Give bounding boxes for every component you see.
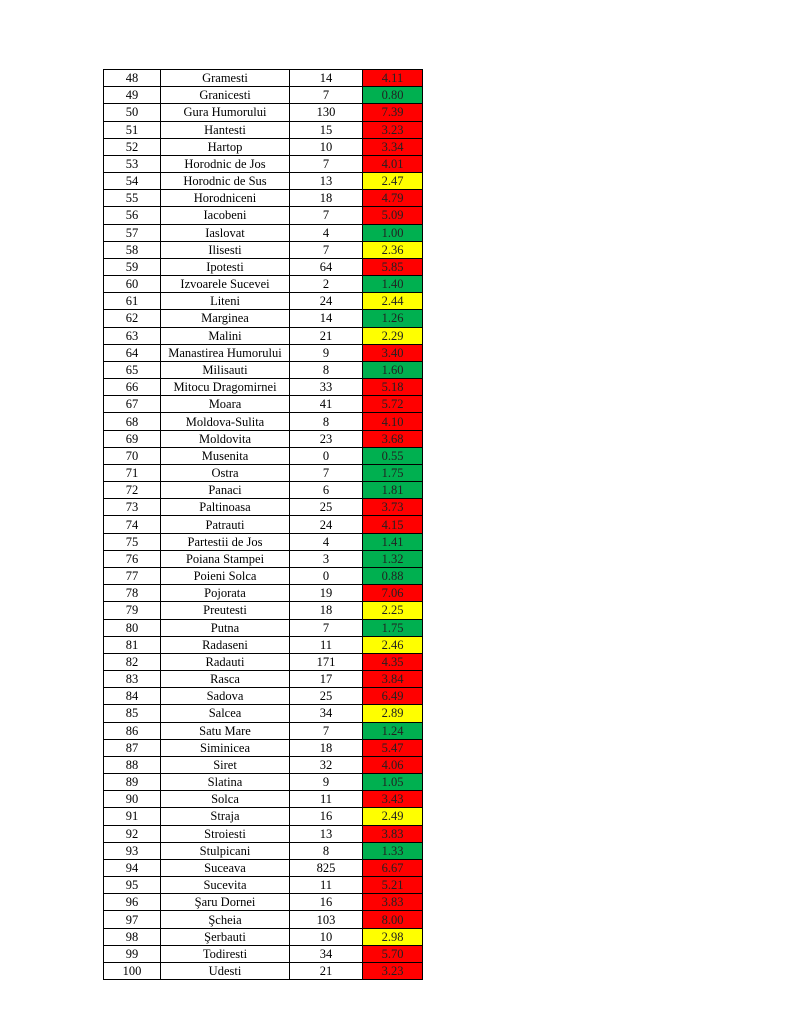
locality-name-cell: Todiresti	[161, 945, 290, 962]
row-number-cell: 60	[104, 276, 161, 293]
table-row	[104, 653, 423, 670]
row-number-cell: 94	[104, 859, 161, 876]
count-cell: 25	[290, 499, 363, 516]
row-number-cell: 49	[104, 87, 161, 104]
locality-name-cell: Şcheia	[161, 911, 290, 928]
count-cell: 13	[290, 173, 363, 190]
row-number-cell: 48	[104, 70, 161, 87]
count-cell: 0	[290, 447, 363, 464]
row-number-cell: 54	[104, 173, 161, 190]
row-number-cell: 87	[104, 739, 161, 756]
locality-name-cell: Musenita	[161, 447, 290, 464]
count-cell: 171	[290, 653, 363, 670]
locality-name-cell: Putna	[161, 619, 290, 636]
row-number-cell: 99	[104, 945, 161, 962]
count-cell: 9	[290, 774, 363, 791]
rate-cell: 1.41	[363, 533, 423, 550]
locality-name-cell: Paltinoasa	[161, 499, 290, 516]
row-number-cell: 76	[104, 550, 161, 567]
row-number-cell: 81	[104, 636, 161, 653]
rate-cell: 1.75	[363, 619, 423, 636]
rate-cell: 5.72	[363, 396, 423, 413]
table-row	[104, 173, 423, 190]
table-row	[104, 533, 423, 550]
locality-name-cell: Izvoarele Sucevei	[161, 276, 290, 293]
table-row	[104, 585, 423, 602]
row-number-cell: 83	[104, 671, 161, 688]
count-cell: 24	[290, 516, 363, 533]
row-number-cell: 55	[104, 190, 161, 207]
table-row	[104, 756, 423, 773]
table-row	[104, 516, 423, 533]
count-cell: 0	[290, 567, 363, 584]
table-row	[104, 705, 423, 722]
rate-cell: 3.23	[363, 121, 423, 138]
count-cell: 8	[290, 413, 363, 430]
count-cell: 25	[290, 688, 363, 705]
row-number-cell: 61	[104, 293, 161, 310]
count-cell: 21	[290, 962, 363, 979]
rate-cell: 6.49	[363, 688, 423, 705]
table-row	[104, 138, 423, 155]
row-number-cell: 68	[104, 413, 161, 430]
rate-cell: 1.33	[363, 842, 423, 859]
table-row	[104, 396, 423, 413]
count-cell: 16	[290, 808, 363, 825]
table-row	[104, 739, 423, 756]
count-cell: 4	[290, 533, 363, 550]
row-number-cell: 58	[104, 241, 161, 258]
locality-name-cell: Horodnic de Jos	[161, 155, 290, 172]
table-row	[104, 121, 423, 138]
count-cell: 103	[290, 911, 363, 928]
row-number-cell: 70	[104, 447, 161, 464]
table-row	[104, 688, 423, 705]
table-row	[104, 602, 423, 619]
count-cell: 7	[290, 87, 363, 104]
locality-name-cell: Radauti	[161, 653, 290, 670]
rate-cell: 4.15	[363, 516, 423, 533]
count-cell: 32	[290, 756, 363, 773]
row-number-cell: 73	[104, 499, 161, 516]
rate-cell: 7.06	[363, 585, 423, 602]
row-number-cell: 80	[104, 619, 161, 636]
table-row	[104, 207, 423, 224]
table-row	[104, 413, 423, 430]
row-number-cell: 85	[104, 705, 161, 722]
count-cell: 15	[290, 121, 363, 138]
table-row	[104, 842, 423, 859]
table-row	[104, 722, 423, 739]
rate-cell: 5.09	[363, 207, 423, 224]
rate-cell: 5.85	[363, 258, 423, 275]
table-row	[104, 430, 423, 447]
count-cell: 11	[290, 791, 363, 808]
locality-name-cell: Solca	[161, 791, 290, 808]
count-cell: 8	[290, 842, 363, 859]
table-row	[104, 911, 423, 928]
locality-name-cell: Gura Humorului	[161, 104, 290, 121]
rate-cell: 4.11	[363, 70, 423, 87]
count-cell: 9	[290, 344, 363, 361]
row-number-cell: 79	[104, 602, 161, 619]
table-row	[104, 87, 423, 104]
locality-name-cell: Moara	[161, 396, 290, 413]
table-body	[104, 70, 423, 980]
row-number-cell: 53	[104, 155, 161, 172]
row-number-cell: 96	[104, 894, 161, 911]
locality-name-cell: Moldovita	[161, 430, 290, 447]
count-cell: 7	[290, 464, 363, 481]
count-cell: 825	[290, 859, 363, 876]
locality-name-cell: Pojorata	[161, 585, 290, 602]
locality-name-cell: Ilisesti	[161, 241, 290, 258]
rate-cell: 5.70	[363, 945, 423, 962]
locality-name-cell: Udesti	[161, 962, 290, 979]
table-row	[104, 190, 423, 207]
rate-cell: 2.89	[363, 705, 423, 722]
locality-name-cell: Marginea	[161, 310, 290, 327]
row-number-cell: 92	[104, 825, 161, 842]
count-cell: 17	[290, 671, 363, 688]
table-row	[104, 808, 423, 825]
rate-cell: 1.40	[363, 276, 423, 293]
locality-name-cell: Siminicea	[161, 739, 290, 756]
locality-name-cell: Patrauti	[161, 516, 290, 533]
locality-name-cell: Sadova	[161, 688, 290, 705]
rate-cell: 5.47	[363, 739, 423, 756]
table-row	[104, 636, 423, 653]
row-number-cell: 93	[104, 842, 161, 859]
table-row	[104, 361, 423, 378]
locality-name-cell: Suceava	[161, 859, 290, 876]
count-cell: 18	[290, 602, 363, 619]
table-row	[104, 447, 423, 464]
rate-cell: 1.05	[363, 774, 423, 791]
row-number-cell: 74	[104, 516, 161, 533]
table-row	[104, 155, 423, 172]
locality-name-cell: Şaru Dornei	[161, 894, 290, 911]
row-number-cell: 88	[104, 756, 161, 773]
count-cell: 64	[290, 258, 363, 275]
table-row	[104, 379, 423, 396]
rate-cell: 6.67	[363, 859, 423, 876]
rate-cell: 1.75	[363, 464, 423, 481]
table-row	[104, 671, 423, 688]
row-number-cell: 56	[104, 207, 161, 224]
table-row	[104, 774, 423, 791]
rate-cell: 2.29	[363, 327, 423, 344]
rate-cell: 2.36	[363, 241, 423, 258]
table-row	[104, 293, 423, 310]
rate-cell: 3.34	[363, 138, 423, 155]
count-cell: 19	[290, 585, 363, 602]
locality-name-cell: Iacobeni	[161, 207, 290, 224]
rate-cell: 4.06	[363, 756, 423, 773]
rate-cell: 1.00	[363, 224, 423, 241]
locality-name-cell: Ipotesti	[161, 258, 290, 275]
count-cell: 130	[290, 104, 363, 121]
row-number-cell: 98	[104, 928, 161, 945]
rate-cell: 3.84	[363, 671, 423, 688]
locality-name-cell: Hartop	[161, 138, 290, 155]
locality-name-cell: Şerbauti	[161, 928, 290, 945]
count-cell: 6	[290, 482, 363, 499]
row-number-cell: 63	[104, 327, 161, 344]
locality-name-cell: Panaci	[161, 482, 290, 499]
row-number-cell: 69	[104, 430, 161, 447]
row-number-cell: 65	[104, 361, 161, 378]
rate-cell: 1.26	[363, 310, 423, 327]
rate-cell: 3.68	[363, 430, 423, 447]
rate-cell: 0.55	[363, 447, 423, 464]
row-number-cell: 52	[104, 138, 161, 155]
count-cell: 41	[290, 396, 363, 413]
rate-cell: 2.47	[363, 173, 423, 190]
rate-cell: 3.83	[363, 825, 423, 842]
rate-cell: 1.60	[363, 361, 423, 378]
locality-name-cell: Siret	[161, 756, 290, 773]
rate-cell: 5.18	[363, 379, 423, 396]
table-row	[104, 945, 423, 962]
table-row	[104, 344, 423, 361]
table-row	[104, 482, 423, 499]
locality-name-cell: Granicesti	[161, 87, 290, 104]
rate-cell: 3.40	[363, 344, 423, 361]
locality-name-cell: Iaslovat	[161, 224, 290, 241]
table-row	[104, 550, 423, 567]
count-cell: 34	[290, 705, 363, 722]
table-row	[104, 224, 423, 241]
locality-name-cell: Malini	[161, 327, 290, 344]
locality-name-cell: Straja	[161, 808, 290, 825]
table-row	[104, 104, 423, 121]
count-cell: 33	[290, 379, 363, 396]
table-row	[104, 791, 423, 808]
locality-name-cell: Ostra	[161, 464, 290, 481]
count-cell: 7	[290, 207, 363, 224]
table-row	[104, 499, 423, 516]
rate-cell: 2.46	[363, 636, 423, 653]
locality-name-cell: Stroiesti	[161, 825, 290, 842]
row-number-cell: 72	[104, 482, 161, 499]
locality-name-cell: Slatina	[161, 774, 290, 791]
row-number-cell: 82	[104, 653, 161, 670]
count-cell: 11	[290, 877, 363, 894]
rate-cell: 1.81	[363, 482, 423, 499]
rate-cell: 0.80	[363, 87, 423, 104]
count-cell: 13	[290, 825, 363, 842]
count-cell: 24	[290, 293, 363, 310]
rate-cell: 4.79	[363, 190, 423, 207]
table-row	[104, 928, 423, 945]
table-row	[104, 241, 423, 258]
locality-name-cell: Partestii de Jos	[161, 533, 290, 550]
locality-name-cell: Sucevita	[161, 877, 290, 894]
rate-cell: 7.39	[363, 104, 423, 121]
rate-cell: 1.24	[363, 722, 423, 739]
rate-cell: 4.01	[363, 155, 423, 172]
row-number-cell: 89	[104, 774, 161, 791]
locality-name-cell: Stulpicani	[161, 842, 290, 859]
row-number-cell: 57	[104, 224, 161, 241]
locality-name-cell: Liteni	[161, 293, 290, 310]
row-number-cell: 59	[104, 258, 161, 275]
locality-name-cell: Gramesti	[161, 70, 290, 87]
locality-name-cell: Manastirea Humorului	[161, 344, 290, 361]
locality-name-cell: Poiana Stampei	[161, 550, 290, 567]
count-cell: 14	[290, 70, 363, 87]
count-cell: 11	[290, 636, 363, 653]
locality-name-cell: Salcea	[161, 705, 290, 722]
rate-cell: 8.00	[363, 911, 423, 928]
count-cell: 7	[290, 619, 363, 636]
count-cell: 18	[290, 190, 363, 207]
table-row	[104, 310, 423, 327]
rate-cell: 2.98	[363, 928, 423, 945]
row-number-cell: 51	[104, 121, 161, 138]
count-cell: 2	[290, 276, 363, 293]
row-number-cell: 97	[104, 911, 161, 928]
table-row	[104, 825, 423, 842]
rate-cell: 1.32	[363, 550, 423, 567]
count-cell: 7	[290, 722, 363, 739]
count-cell: 34	[290, 945, 363, 962]
rate-cell: 3.43	[363, 791, 423, 808]
row-number-cell: 84	[104, 688, 161, 705]
row-number-cell: 78	[104, 585, 161, 602]
locality-name-cell: Horodnic de Sus	[161, 173, 290, 190]
table-row	[104, 70, 423, 87]
table-row	[104, 877, 423, 894]
table-row	[104, 859, 423, 876]
row-number-cell: 100	[104, 962, 161, 979]
count-cell: 21	[290, 327, 363, 344]
locality-name-cell: Hantesti	[161, 121, 290, 138]
table-row	[104, 258, 423, 275]
row-number-cell: 62	[104, 310, 161, 327]
count-cell: 18	[290, 739, 363, 756]
rate-cell: 0.88	[363, 567, 423, 584]
count-cell: 16	[290, 894, 363, 911]
rate-cell: 5.21	[363, 877, 423, 894]
table-row	[104, 464, 423, 481]
table-row	[104, 276, 423, 293]
localities-table	[103, 69, 423, 980]
locality-name-cell: Rasca	[161, 671, 290, 688]
row-number-cell: 95	[104, 877, 161, 894]
rate-cell: 2.44	[363, 293, 423, 310]
count-cell: 4	[290, 224, 363, 241]
count-cell: 10	[290, 928, 363, 945]
count-cell: 10	[290, 138, 363, 155]
locality-name-cell: Preutesti	[161, 602, 290, 619]
row-number-cell: 50	[104, 104, 161, 121]
row-number-cell: 75	[104, 533, 161, 550]
table-row	[104, 894, 423, 911]
rate-cell: 2.49	[363, 808, 423, 825]
rate-cell: 3.23	[363, 962, 423, 979]
rate-cell: 4.10	[363, 413, 423, 430]
locality-name-cell: Radaseni	[161, 636, 290, 653]
table-row	[104, 619, 423, 636]
locality-name-cell: Mitocu Dragomirnei	[161, 379, 290, 396]
count-cell: 3	[290, 550, 363, 567]
rate-cell: 3.73	[363, 499, 423, 516]
table-row	[104, 327, 423, 344]
row-number-cell: 90	[104, 791, 161, 808]
count-cell: 7	[290, 241, 363, 258]
row-number-cell: 77	[104, 567, 161, 584]
count-cell: 8	[290, 361, 363, 378]
count-cell: 23	[290, 430, 363, 447]
locality-name-cell: Poieni Solca	[161, 567, 290, 584]
rate-cell: 4.35	[363, 653, 423, 670]
row-number-cell: 67	[104, 396, 161, 413]
locality-name-cell: Satu Mare	[161, 722, 290, 739]
row-number-cell: 71	[104, 464, 161, 481]
row-number-cell: 91	[104, 808, 161, 825]
rate-cell: 2.25	[363, 602, 423, 619]
count-cell: 7	[290, 155, 363, 172]
table-row	[104, 567, 423, 584]
count-cell: 14	[290, 310, 363, 327]
row-number-cell: 66	[104, 379, 161, 396]
table-row	[104, 962, 423, 979]
row-number-cell: 64	[104, 344, 161, 361]
locality-name-cell: Horodniceni	[161, 190, 290, 207]
rate-cell: 3.83	[363, 894, 423, 911]
row-number-cell: 86	[104, 722, 161, 739]
locality-name-cell: Milisauti	[161, 361, 290, 378]
locality-name-cell: Moldova-Sulita	[161, 413, 290, 430]
